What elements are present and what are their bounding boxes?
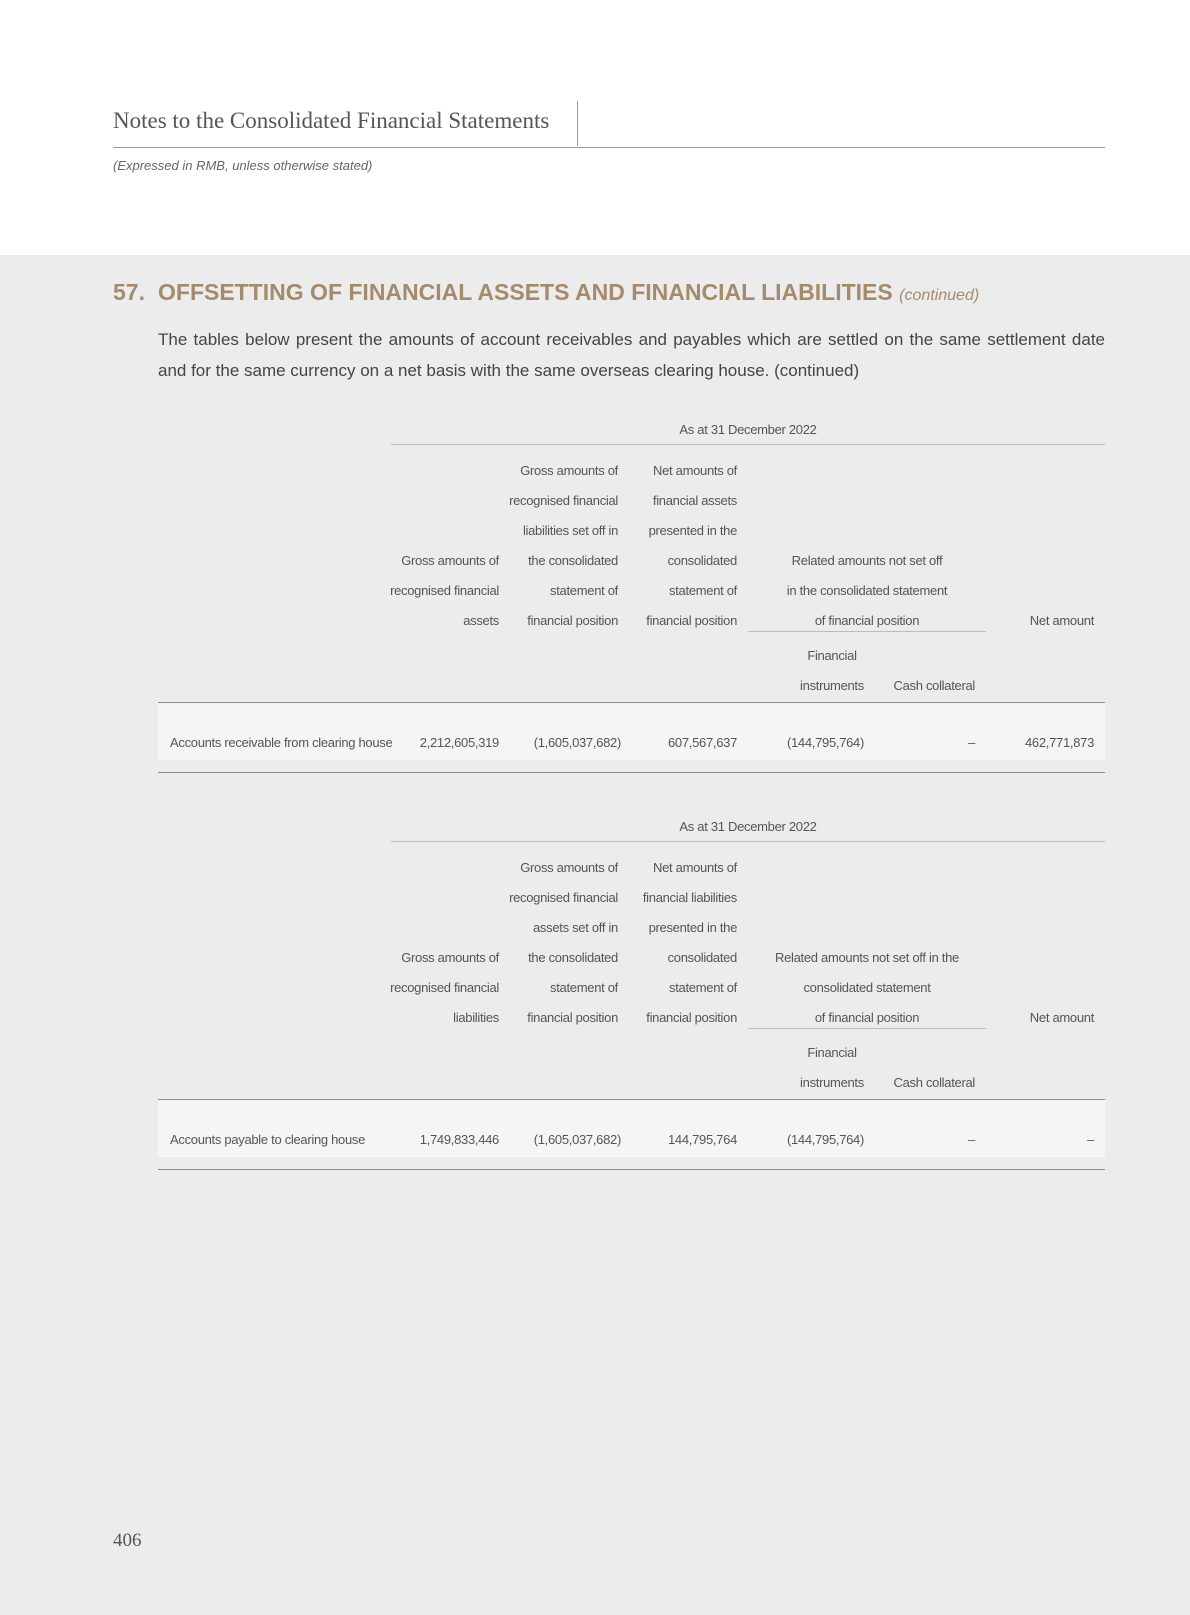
col2-header-line: financial position <box>527 1010 618 1025</box>
col1-header-line: liabilities <box>453 1010 499 1025</box>
table-bottom-rule <box>158 772 1105 773</box>
col1-header-line: Gross amounts of <box>401 553 499 568</box>
col3-header-line: statement of <box>669 980 737 995</box>
col2-header-line: statement of <box>550 583 618 598</box>
col2-header-line: recognised financial <box>509 890 618 905</box>
col3-header-line: presented in the <box>648 523 737 538</box>
section-heading <box>113 279 979 306</box>
continued-label: (continued) <box>899 287 980 304</box>
col2-header-line: the consolidated <box>528 553 618 568</box>
intro-paragraph: The tables below present the amounts of account receivables and payables which are settled on the same settlement date and for the same currency on a net basis with the same overseas clearing house. (continued) <box>158 330 1105 380</box>
related-header-line: of financial position <box>814 613 920 628</box>
offsetting-table-liabilities <box>0 812 1190 1212</box>
related-header-line: Related amounts not set off in the <box>775 950 959 965</box>
related-header-line: consolidated statement <box>803 980 931 995</box>
cash-collateral-header: Cash collateral <box>893 1075 975 1090</box>
col1-header-line: Gross amounts of <box>401 950 499 965</box>
header-rule <box>113 147 1105 148</box>
section-number: 57. <box>113 279 145 305</box>
col2-header-line: Gross amounts of <box>520 463 618 478</box>
related-rule <box>748 631 986 632</box>
row-value-set-off: (1,605,037,682) <box>533 1132 621 1147</box>
related-header-line: in the consolidated statement <box>786 583 948 598</box>
row-label: Accounts receivable from clearing house <box>170 735 393 750</box>
period-rule <box>391 444 1105 445</box>
offsetting-table-assets <box>0 415 1190 815</box>
cash-collateral-header: Cash collateral <box>893 678 975 693</box>
table-bottom-rule <box>158 1169 1105 1170</box>
col3-header-line: financial position <box>646 613 737 628</box>
running-header-title: Notes to the Consolidated Financial Statements <box>113 108 550 133</box>
row-value-net-presented: 607,567,637 <box>668 735 737 750</box>
col3-header-line: Net amounts of <box>653 463 737 478</box>
related-rule <box>748 1028 986 1029</box>
col3-header-line: consolidated <box>667 553 737 568</box>
col1-header-line: recognised financial <box>390 583 499 598</box>
period-rule <box>391 841 1105 842</box>
header-divider <box>577 101 578 146</box>
related-header-line: Related amounts not set off <box>791 553 943 568</box>
col2-header-line: financial position <box>527 613 618 628</box>
col3-header-line: financial position <box>646 1010 737 1025</box>
col2-header-line: Gross amounts of <box>520 860 618 875</box>
row-value-gross: 2,212,605,319 <box>419 735 499 750</box>
col1-header-line: recognised financial <box>390 980 499 995</box>
table-period: As at 31 December 2022 <box>679 819 817 834</box>
col3-header-line: financial liabilities <box>642 890 737 905</box>
col2-header-line: liabilities set off in <box>522 523 618 538</box>
row-value-net-amount: – <box>1087 1132 1094 1147</box>
row-value-cash-collateral: – <box>968 1132 975 1147</box>
financial-instruments-header: instruments <box>800 1075 864 1090</box>
col3-header-line: Net amounts of <box>653 860 737 875</box>
col2-header-line: the consolidated <box>528 950 618 965</box>
net-amount-header: Net amount <box>1029 1010 1094 1025</box>
currency-note: (Expressed in RMB, unless otherwise stated) <box>113 158 373 173</box>
page-number: 406 <box>113 1530 142 1551</box>
col3-header-line: consolidated <box>667 950 737 965</box>
row-label: Accounts payable to clearing house <box>170 1132 366 1147</box>
row-value-cash-collateral: – <box>968 735 975 750</box>
row-value-financial-instruments: (144,795,764) <box>786 735 865 750</box>
col3-header-line: statement of <box>669 583 737 598</box>
related-header-line: of financial position <box>814 1010 920 1025</box>
financial-instruments-header: Financial <box>807 648 857 663</box>
row-value-set-off: (1,605,037,682) <box>533 735 621 750</box>
net-amount-header: Net amount <box>1029 613 1094 628</box>
row-value-financial-instruments: (144,795,764) <box>786 1132 865 1147</box>
row-value-net-amount: 462,771,873 <box>1025 735 1094 750</box>
financial-instruments-header: instruments <box>800 678 864 693</box>
financial-instruments-header: Financial <box>807 1045 857 1060</box>
col3-header-line: presented in the <box>648 920 737 935</box>
col2-header-line: statement of <box>550 980 618 995</box>
col2-header-line: assets set off in <box>533 920 618 935</box>
table-period: As at 31 December 2022 <box>679 422 817 437</box>
row-value-gross: 1,749,833,446 <box>419 1132 499 1147</box>
col2-header-line: recognised financial <box>509 493 618 508</box>
section-title: OFFSETTING OF FINANCIAL ASSETS AND FINANCIAL LIABILITIES <box>158 279 893 305</box>
row-value-net-presented: 144,795,764 <box>668 1132 737 1147</box>
col1-header-line: assets <box>463 613 499 628</box>
col3-header-line: financial assets <box>652 493 737 508</box>
